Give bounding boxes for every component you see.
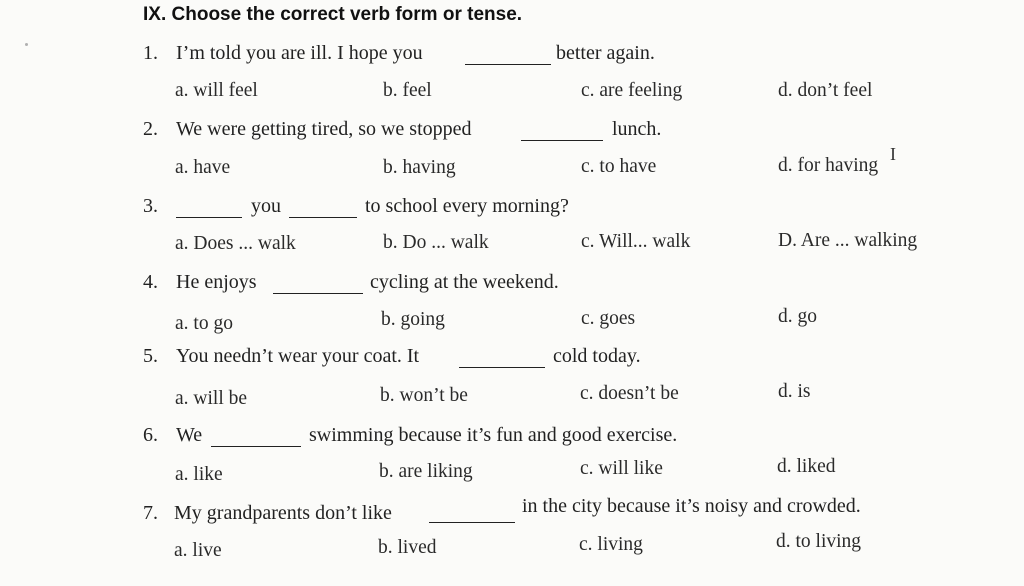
option-a[interactable]: a. to go [175, 313, 233, 334]
option-c[interactable]: c. living [579, 534, 643, 555]
option-b[interactable]: b. lived [378, 537, 437, 558]
option-b[interactable]: b. going [381, 309, 445, 330]
option-a[interactable]: a. Does ... walk [175, 233, 296, 254]
question-text-after: lunch. [612, 118, 662, 140]
option-c[interactable]: c. are feeling [581, 80, 683, 101]
option-d[interactable]: d. is [778, 381, 811, 402]
text-cursor-icon: I [890, 144, 896, 164]
option-c[interactable]: c. goes [581, 308, 636, 329]
answer-blank[interactable] [176, 217, 242, 218]
option-d[interactable]: D. Are ... walking [778, 230, 918, 251]
question-number: 5. [143, 345, 158, 367]
option-a[interactable]: a. have [175, 157, 231, 178]
question-text-middle: you [251, 195, 281, 217]
answer-blank[interactable] [273, 293, 363, 294]
question-number: 3. [143, 195, 158, 217]
option-b[interactable]: b. are liking [379, 461, 473, 482]
option-d[interactable]: d. to living [776, 531, 862, 552]
question-text-before: My grandparents don’t like [174, 502, 392, 524]
option-c[interactable]: c. to have [581, 156, 657, 177]
option-b[interactable]: b. won’t be [380, 385, 468, 406]
question-text-after: cycling at the weekend. [370, 271, 559, 293]
option-b[interactable]: b. Do ... walk [383, 232, 489, 253]
option-c[interactable]: c. Will... walk [581, 231, 691, 252]
answer-blank[interactable] [211, 446, 301, 447]
question-text-after: swimming because it’s fun and good exercise. [309, 424, 678, 446]
option-a[interactable]: a. live [174, 540, 222, 561]
option-d[interactable]: d. for having [778, 155, 879, 176]
question-text-before: You needn’t wear your coat. It [176, 345, 420, 367]
question-text-before: He enjoys [176, 271, 257, 293]
question-text-after: to school every morning? [365, 195, 569, 217]
question-text-after: in the city because it’s noisy and crowded. [522, 495, 861, 517]
option-c[interactable]: c. will like [580, 458, 663, 479]
option-b[interactable]: b. feel [383, 80, 432, 101]
option-a[interactable]: a. will feel [175, 80, 258, 101]
question-text-after: better again. [556, 42, 655, 64]
question-text-after: cold today. [553, 345, 641, 367]
option-a[interactable]: a. will be [175, 388, 248, 409]
answer-blank[interactable] [465, 64, 551, 65]
question-number: 4. [143, 271, 158, 293]
question-number: 2. [143, 118, 158, 140]
question-number: 1. [143, 42, 158, 64]
answer-blank[interactable] [521, 140, 603, 141]
question-number: 7. [143, 502, 158, 524]
paper-speck [25, 43, 28, 46]
option-d[interactable]: d. don’t feel [778, 80, 873, 101]
question-text-before: We were getting tired, so we stopped [176, 118, 472, 140]
question-text-before: We [176, 424, 203, 446]
option-d[interactable]: d. liked [777, 456, 836, 477]
option-c[interactable]: c. doesn’t be [580, 383, 679, 404]
option-a[interactable]: a. like [175, 464, 223, 485]
answer-blank[interactable] [289, 217, 357, 218]
answer-blank[interactable] [429, 522, 515, 523]
option-d[interactable]: d. go [778, 306, 817, 327]
exercise-heading: IX. Choose the correct verb form or tense. [143, 4, 523, 25]
question-number: 6. [143, 424, 158, 446]
question-text-before: I’m told you are ill. I hope you [176, 42, 423, 64]
option-b[interactable]: b. having [383, 157, 456, 178]
answer-blank[interactable] [459, 367, 545, 368]
